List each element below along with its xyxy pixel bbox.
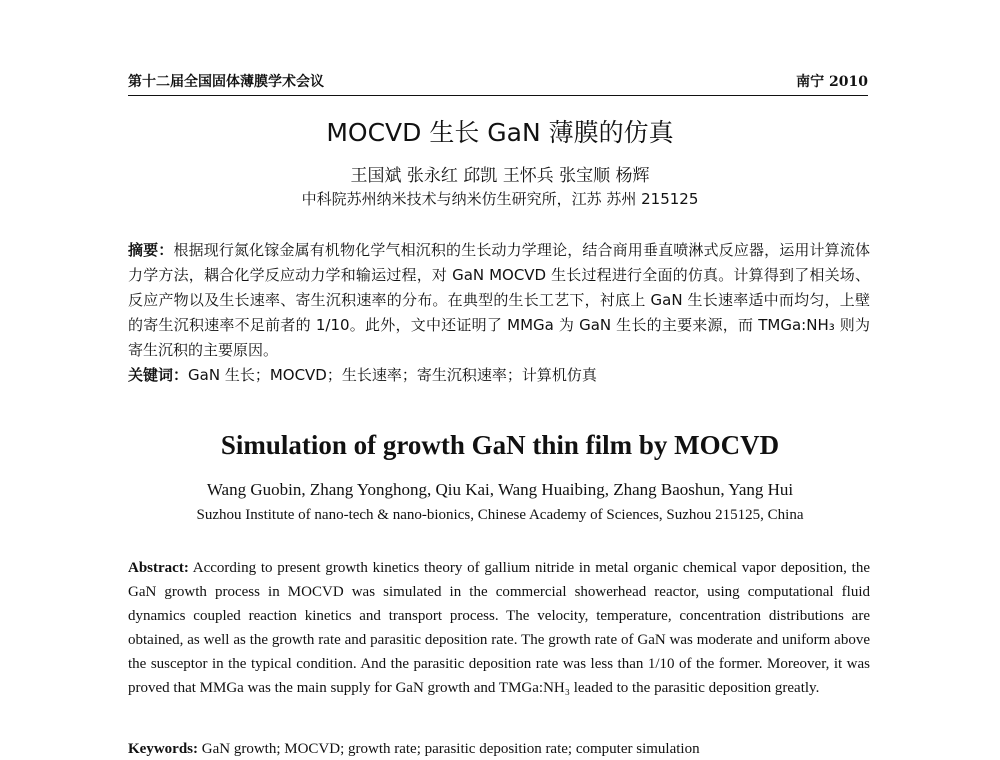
english-abstract-label: Abstract: bbox=[128, 560, 189, 576]
english-abstract-text: According to present growth kinetics theory of gallium nitride in metal organic chemical vapor deposition, the GaN growth process in MOCVD was simulated in the commercial showerhead reactor, using computational fluid dynamics coupled reaction kinetics and transport process. The velocity, temperature, concentration distributions are obtained, as well as the growth rate and parasitic deposition rate. The growth rate of GaN was moderate and uniform above the susceptor in the typical condition. And the parasitic deposition rate was less than 1/10 of the former. Moreover, it was proved that MMGa was the main supply for GaN growth and TMGa:NH₃ leaded to the parasitic deposition greatly. bbox=[128, 560, 870, 696]
english-keywords-label: Keywords: bbox=[128, 741, 198, 757]
running-header-location-year: 南宁 2010 bbox=[796, 74, 868, 90]
chinese-keywords bbox=[128, 364, 870, 385]
chinese-keywords-text: GaN 生长；MOCVD；生长速率；寄生沉积速率；计算机仿真 bbox=[188, 366, 597, 384]
english-keywords bbox=[128, 741, 870, 758]
english-title: Simulation of growth GaN thin film by MOCVD bbox=[220, 430, 780, 460]
english-authors: Wang Guobin, Zhang Yonghong, Qiu Kai, Wang Huaibing, Zhang Baoshun, Yang Hui bbox=[206, 480, 794, 499]
chinese-keywords-label: 关键词： bbox=[128, 366, 189, 384]
chinese-abstract bbox=[128, 238, 870, 363]
chinese-abstract-text: 根据现行氮化镓金属有机物化学气相沉积的生长动力学理论，结合商用垂直喷淋式反应器，运用计算流体力学方法，耦合化学反应动力学和输运过程，对 GaN MOCVD 生长过程进行全面的仿真。计算得到了相关场、反应产物以及生长速率、寄生沉积速率的分布。在典型的生长工艺下，衬底上 GaN 生长速率适中而均匀，上壁的寄生沉积速率不足前者的 1/10。此外，文中还证明了 MMGa 为 GaN 生长的主要来源，而 TMGa:NH₃ 则为寄生沉积的主要原因。 bbox=[128, 241, 870, 359]
english-abstract bbox=[128, 556, 870, 700]
running-header-conference: 第十二届全国固体薄膜学术会议 bbox=[128, 74, 324, 90]
chinese-abstract-label: 摘要： bbox=[128, 241, 174, 259]
header-divider bbox=[128, 95, 868, 96]
english-affiliation: Suzhou Institute of nano-tech & nano-bionics, Chinese Academy of Sciences, Suzhou 215125, China bbox=[196, 507, 804, 523]
chinese-title: MOCVD 生长 GaN 薄膜的仿真 bbox=[326, 118, 674, 147]
chinese-authors: 王国斌 张永红 邱凯 王怀兵 张宝顺 杨辉 bbox=[350, 166, 650, 186]
chinese-affiliation: 中科院苏州纳米技术与纳米仿生研究所，江苏 苏州 215125 bbox=[301, 190, 699, 208]
english-keywords-text: GaN growth; MOCVD; growth rate; parasitic deposition rate; computer simulation bbox=[201, 741, 700, 757]
